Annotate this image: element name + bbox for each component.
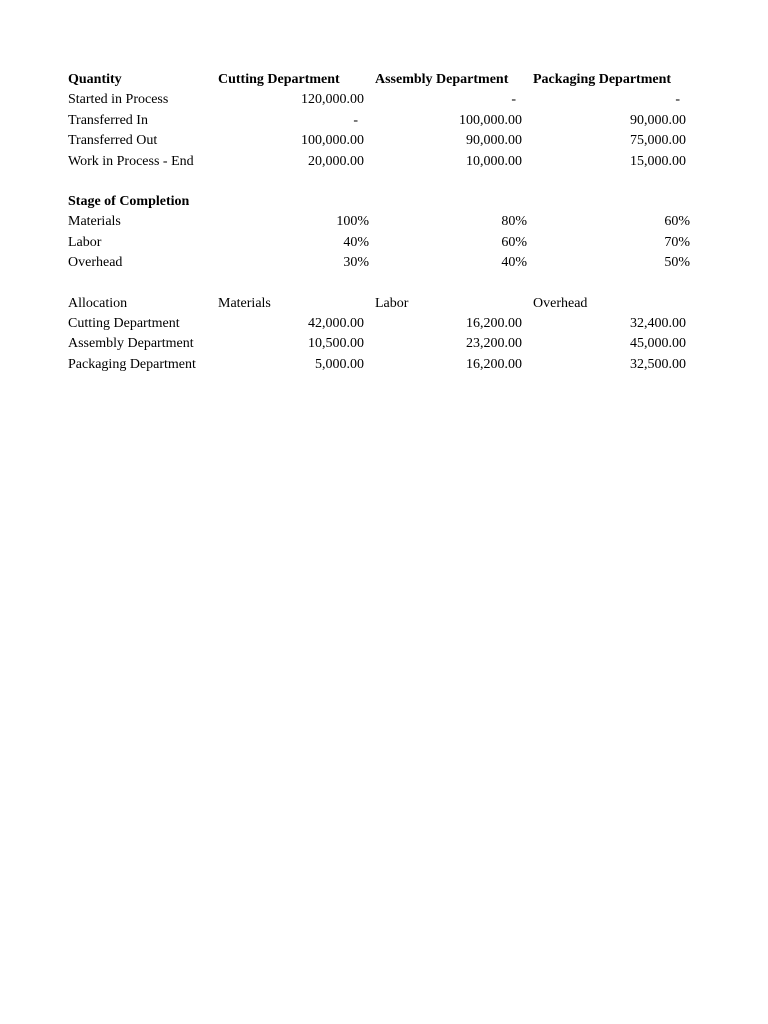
stage-title: Stage of Completion	[68, 193, 190, 209]
table-row	[68, 334, 708, 354]
cell-assembly: 40%	[501, 255, 527, 271]
cell-materials: 5,000.00	[315, 356, 364, 372]
quantity-header-row	[68, 70, 708, 90]
header-packaging-department: Packaging Department	[533, 72, 672, 87]
cell-assembly: 90,000.00	[466, 133, 522, 149]
table-row	[68, 90, 708, 110]
header-materials: Materials	[218, 295, 271, 311]
cell-packaging: 50%	[664, 255, 690, 271]
table-row	[68, 212, 708, 232]
cell-overhead: 32,400.00	[630, 315, 686, 331]
cell-labor: 16,200.00	[466, 356, 522, 372]
cell-cutting: 100%	[336, 214, 369, 230]
cell-assembly: 10,000.00	[466, 153, 522, 169]
header-allocation: Allocation	[68, 295, 128, 311]
cell-cutting: 100,000.00	[301, 133, 364, 149]
cell-packaging: 70%	[664, 234, 690, 250]
allocation-header-row	[68, 294, 708, 314]
spreadsheet	[68, 70, 708, 375]
cell-overhead: 45,000.00	[630, 336, 686, 352]
cell-cutting: 40%	[343, 234, 369, 250]
row-label: Labor	[68, 234, 102, 250]
row-label: Assembly Department	[68, 336, 194, 352]
header-quantity: Quantity	[68, 72, 122, 87]
cell-assembly: 80%	[501, 214, 527, 230]
table-row	[68, 111, 708, 131]
cell-materials: 42,000.00	[308, 315, 364, 331]
row-label: Transferred In	[68, 112, 148, 128]
row-label: Overhead	[68, 255, 123, 271]
cell-overhead: 32,500.00	[630, 356, 686, 372]
table-row	[68, 233, 708, 253]
header-labor: Labor	[375, 295, 409, 311]
table-row	[68, 131, 708, 151]
spacer	[68, 172, 708, 192]
cell-assembly: 100,000.00	[459, 112, 522, 128]
row-label: Started in Process	[68, 92, 169, 108]
cell-cutting: -	[353, 112, 358, 128]
cell-packaging: -	[675, 92, 680, 108]
row-label: Packaging Department	[68, 356, 196, 372]
header-assembly-department: Assembly Department	[375, 72, 509, 87]
cell-labor: 23,200.00	[466, 336, 522, 352]
table-row	[68, 152, 708, 172]
cell-labor: 16,200.00	[466, 315, 522, 331]
table-row	[68, 314, 708, 334]
row-label: Work in Process - End	[68, 153, 194, 169]
header-overhead: Overhead	[533, 295, 588, 311]
spacer	[68, 274, 708, 294]
cell-packaging: 75,000.00	[630, 133, 686, 149]
table-row	[68, 253, 708, 273]
row-label: Materials	[68, 214, 121, 230]
cell-materials: 10,500.00	[308, 336, 364, 352]
row-label: Transferred Out	[68, 133, 158, 149]
cell-assembly: -	[511, 92, 516, 108]
cell-cutting: 30%	[343, 255, 369, 271]
cell-packaging: 90,000.00	[630, 112, 686, 128]
cell-cutting: 20,000.00	[308, 153, 364, 169]
cell-packaging: 15,000.00	[630, 153, 686, 169]
cell-assembly: 60%	[501, 234, 527, 250]
stage-header-row	[68, 192, 708, 212]
header-cutting-department: Cutting Department	[218, 72, 340, 87]
cell-cutting: 120,000.00	[301, 92, 364, 108]
row-label: Cutting Department	[68, 315, 180, 331]
table-row	[68, 355, 708, 375]
cell-packaging: 60%	[664, 214, 690, 230]
